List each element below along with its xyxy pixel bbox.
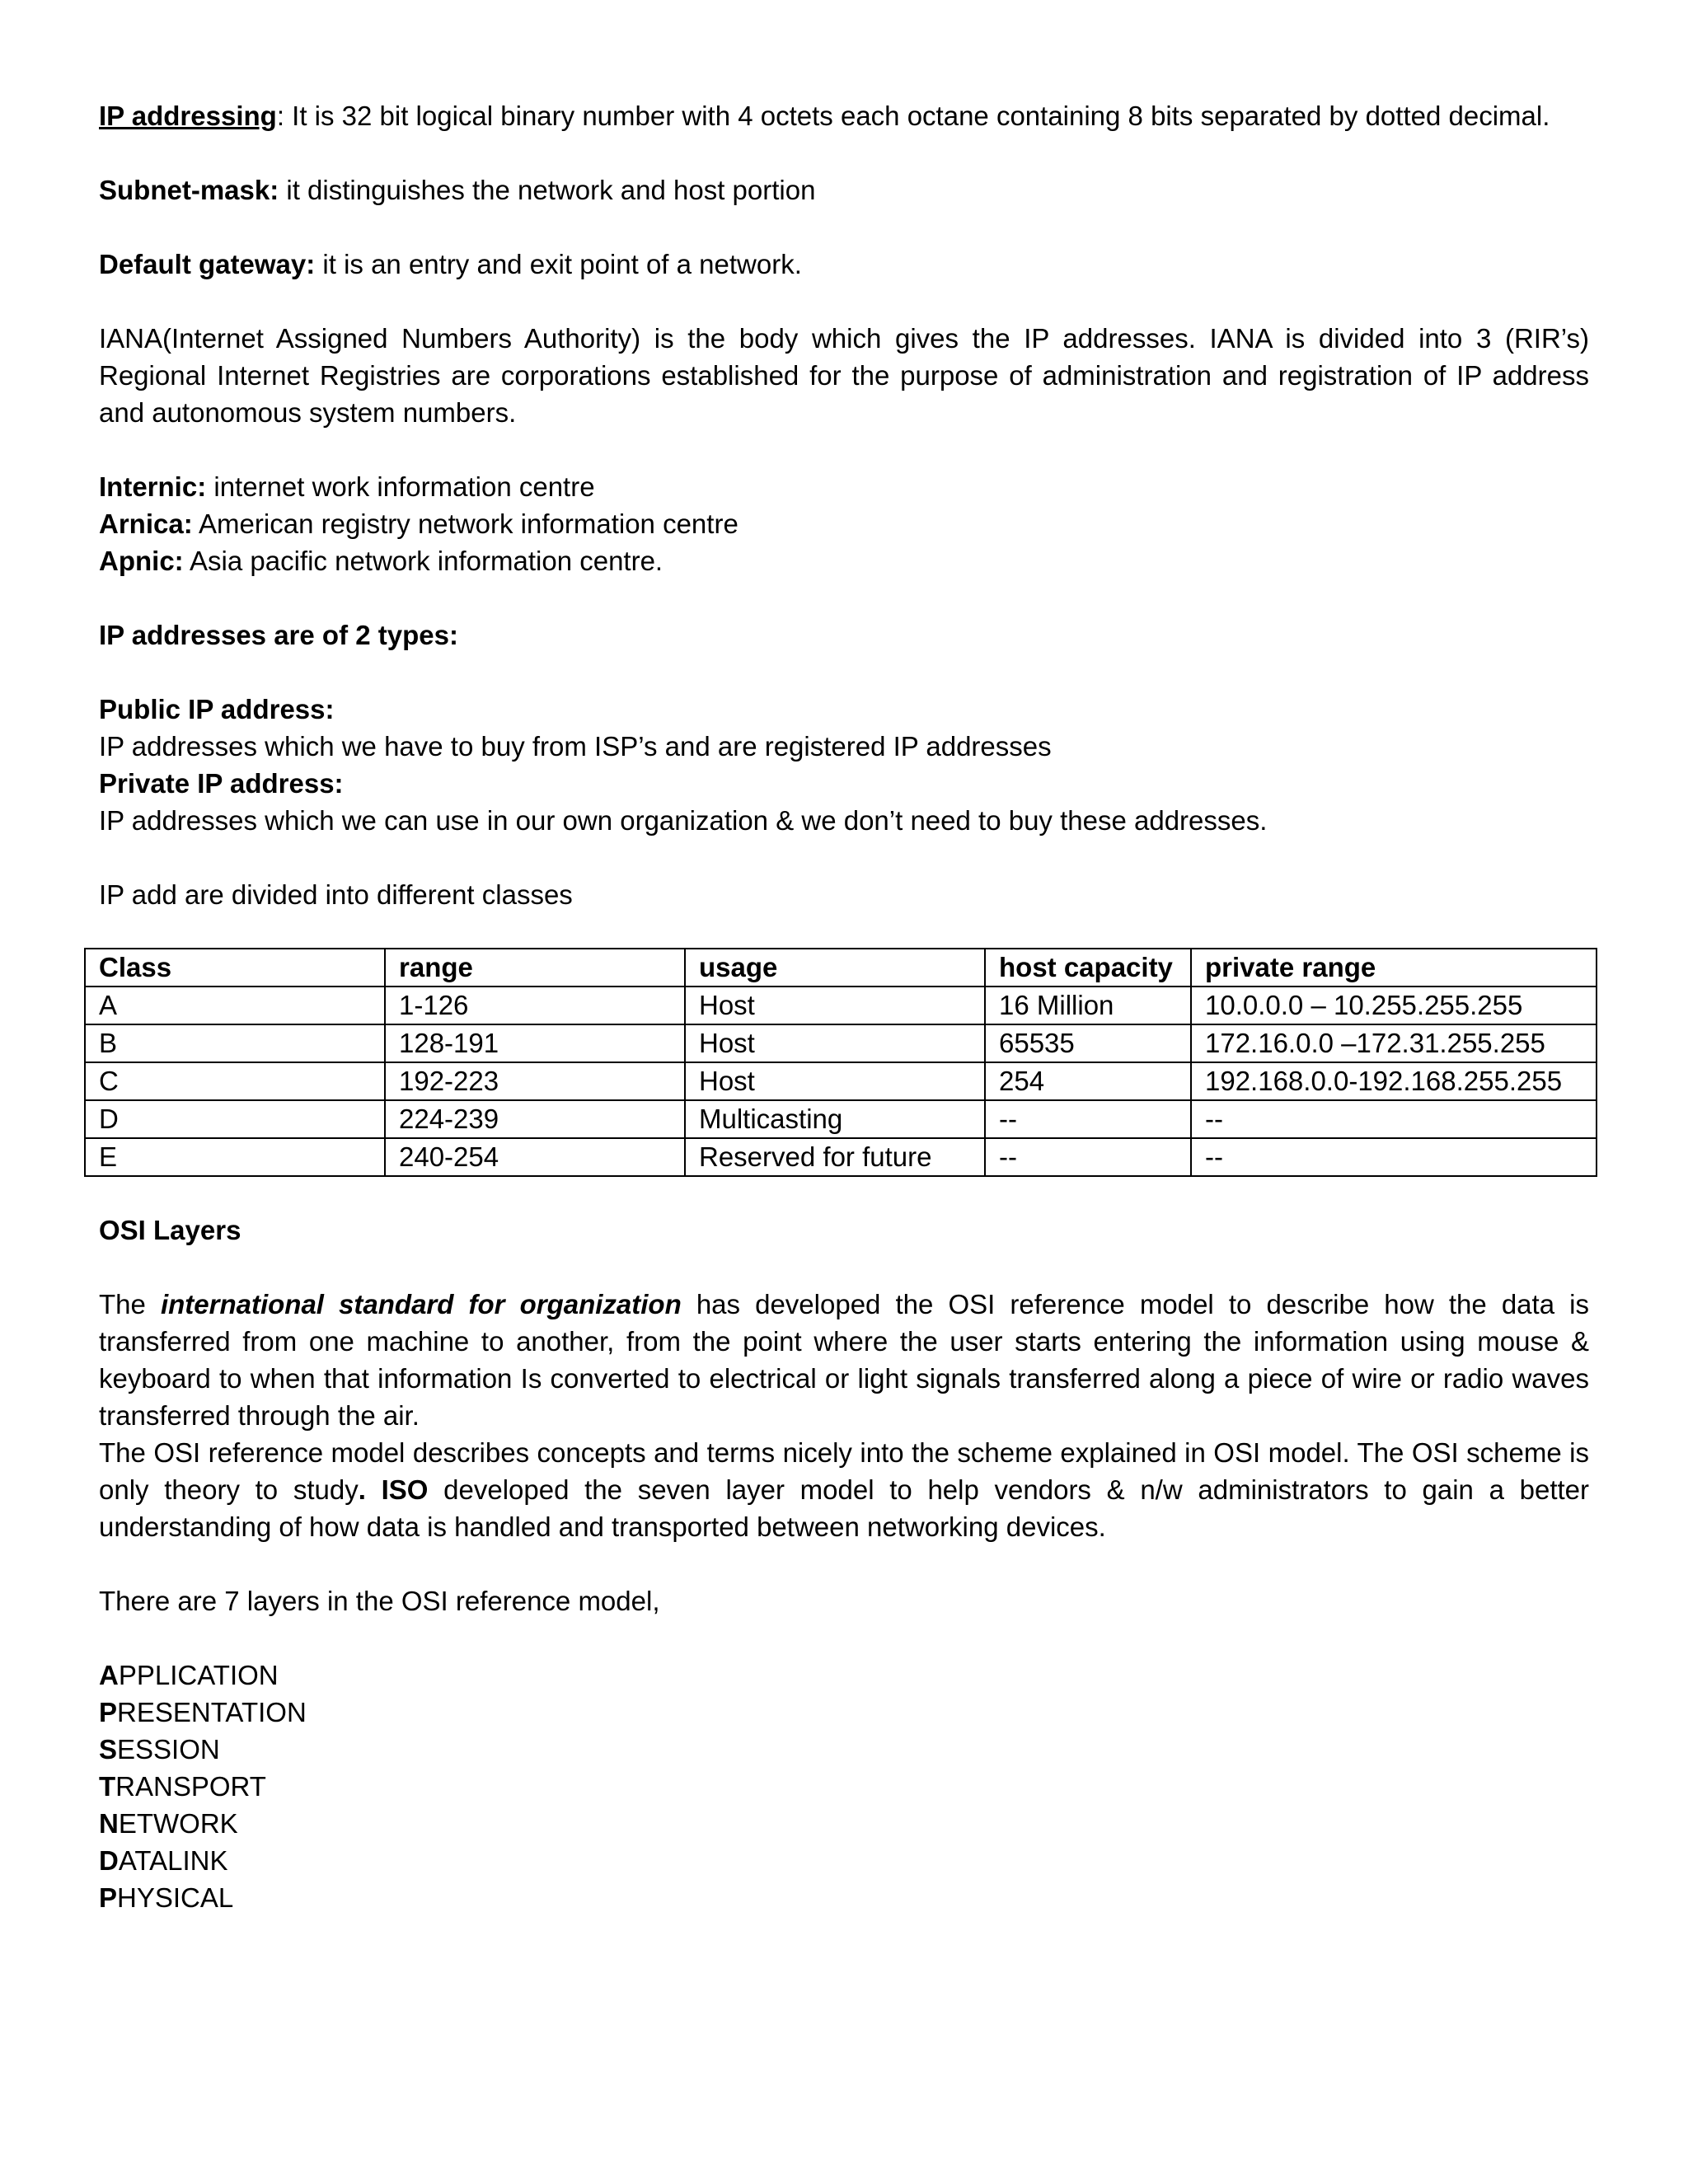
- column-header: range: [385, 949, 685, 987]
- osi-section: [99, 1212, 1589, 1916]
- registry-text: internet work information centre: [206, 471, 595, 502]
- osi-p1-post: has developed the OSI reference model to describe how the data is transferred from one machine to another, from the point where the user starts entering the information using mouse & keyboard to when that information Is converted to electrical or light signals transferred along a piece of wire or radio waves transferred through the air.: [99, 1289, 1589, 1431]
- registry-item-internic: [99, 468, 1589, 505]
- table-cell: C: [85, 1062, 385, 1100]
- public-ip-heading-text: Public IP address:: [99, 694, 335, 724]
- table-cell: 128-191: [385, 1024, 685, 1062]
- layer-rest: PPLICATION: [118, 1660, 279, 1690]
- ip-addressing-term: IP addressing: [99, 101, 277, 131]
- layer-initial: N: [99, 1808, 119, 1839]
- private-ip-text: IP addresses which we can use in our own organization & we don’t need to buy these addresses.: [99, 805, 1268, 836]
- public-ip-heading: [99, 691, 1589, 728]
- subnet-mask-paragraph: [99, 171, 1589, 209]
- layer-rest: HYSICAL: [117, 1882, 234, 1913]
- registry-item-arnica: [99, 505, 1589, 542]
- table-cell: Host: [685, 987, 985, 1024]
- ip-types-heading-text: IP addresses are of 2 types:: [99, 620, 458, 650]
- table-cell: B: [85, 1024, 385, 1062]
- column-header: private range: [1191, 949, 1597, 987]
- layer-initial: P: [99, 1882, 118, 1913]
- table-cell: --: [985, 1138, 1191, 1176]
- registry-text: Asia pacific network information centre.: [183, 546, 663, 576]
- table-cell: 192.168.0.0-192.168.255.255: [1191, 1062, 1597, 1100]
- registry-list: [99, 468, 1589, 579]
- layer-initial: T: [99, 1771, 116, 1802]
- column-header: Class: [85, 949, 385, 987]
- table-cell: 1-126: [385, 987, 685, 1024]
- layer-initial: D: [99, 1845, 119, 1876]
- table-cell: --: [1191, 1138, 1597, 1176]
- list-item: [99, 1657, 1589, 1694]
- public-ip-text: IP addresses which we have to buy from ISP’s and are registered IP addresses: [99, 731, 1052, 762]
- table-row: [85, 987, 1597, 1024]
- osi-p1-pre: The: [99, 1289, 161, 1319]
- layer-initial: P: [99, 1697, 118, 1727]
- osi-p1-emphasis: international standard for organization: [160, 1289, 682, 1319]
- osi-heading-text: OSI Layers: [99, 1215, 241, 1245]
- table-row: [85, 1062, 1597, 1100]
- layer-initial: A: [99, 1660, 119, 1690]
- ip-classes-table: [84, 948, 1597, 1177]
- table-cell: 16 Million: [985, 987, 1191, 1024]
- table-cell: Reserved for future: [685, 1138, 985, 1176]
- table-cell: --: [1191, 1100, 1597, 1138]
- osi-paragraph-2: [99, 1434, 1589, 1545]
- osi-layer-count: There are 7 layers in the OSI reference model,: [99, 1586, 660, 1616]
- list-item: [99, 1768, 1589, 1805]
- table-cell: Host: [685, 1024, 985, 1062]
- registry-term: Internic:: [99, 471, 207, 502]
- table-cell: Host: [685, 1062, 985, 1100]
- column-header: usage: [685, 949, 985, 987]
- table-row: [85, 1024, 1597, 1062]
- osi-paragraph-1: [99, 1286, 1589, 1434]
- osi-layer-list: [99, 1657, 1589, 1916]
- osi-heading: [99, 1212, 1589, 1249]
- layer-rest: RANSPORT: [115, 1771, 266, 1802]
- default-gateway-text: it is an entry and exit point of a network.: [315, 249, 802, 279]
- table-cell: 65535: [985, 1024, 1191, 1062]
- list-item: [99, 1842, 1589, 1879]
- layer-initial: S: [99, 1734, 118, 1765]
- private-ip-heading-text: Private IP address:: [99, 768, 344, 799]
- column-header: host capacity: [985, 949, 1191, 987]
- table-header-row: [85, 949, 1597, 987]
- iana-paragraph: IANA(Internet Assigned Numbers Authority) is the body which gives the IP addresses. IANA is divided into 3 (RIR’s) Regional Internet Registries are corporations established for the purpose of administration and registration of IP address and autonomous system numbers.: [99, 323, 1589, 428]
- subnet-mask-term: Subnet-mask:: [99, 175, 279, 205]
- classes-intro: IP add are divided into different classes: [99, 879, 573, 910]
- table-cell: 240-254: [385, 1138, 685, 1176]
- list-item: [99, 1694, 1589, 1731]
- list-item: [99, 1731, 1589, 1768]
- table-row: [85, 1138, 1597, 1176]
- subnet-mask-text: it distinguishes the network and host portion: [279, 175, 816, 205]
- osi-p2-post: developed the seven layer model to help vendors & n/w administrators to gain a better understanding of how data is handled and transported between networking devices.: [99, 1474, 1590, 1542]
- osi-p2-iso: . ISO: [358, 1474, 429, 1505]
- layer-rest: ATALINK: [118, 1845, 228, 1876]
- default-gateway-paragraph: [99, 246, 1589, 283]
- table-cell: D: [85, 1100, 385, 1138]
- table-cell: A: [85, 987, 385, 1024]
- ip-addressing-paragraph: [99, 97, 1589, 134]
- table-cell: 254: [985, 1062, 1191, 1100]
- table-cell: Multicasting: [685, 1100, 985, 1138]
- registry-text: American registry network information centre: [192, 509, 738, 539]
- osi-p2-pre: The OSI reference model describes concepts and terms nicely into the scheme explained in OSI model. The OSI scheme is only theory to study: [99, 1437, 1589, 1505]
- ip-addressing-text: : It is 32 bit logical binary number with 4 octets each octane containing 8 bits separated by dotted decimal.: [276, 101, 1550, 131]
- table-cell: 10.0.0.0 – 10.255.255.255: [1191, 987, 1597, 1024]
- default-gateway-term: Default gateway:: [99, 249, 316, 279]
- private-ip-heading: [99, 765, 1589, 802]
- layer-rest: ETWORK: [118, 1808, 238, 1839]
- layer-rest: RESENTATION: [117, 1697, 307, 1727]
- list-item: [99, 1805, 1589, 1842]
- table-cell: 172.16.0.0 –172.31.255.255: [1191, 1024, 1597, 1062]
- ip-types-heading: [99, 616, 1589, 654]
- intro-section: [99, 97, 1589, 913]
- registry-term: Apnic:: [99, 546, 184, 576]
- list-item: [99, 1879, 1589, 1916]
- registry-item-apnic: [99, 542, 1589, 579]
- registry-term: Arnica:: [99, 509, 193, 539]
- table-row: [85, 1100, 1597, 1138]
- table-cell: --: [985, 1100, 1191, 1138]
- table-cell: 192-223: [385, 1062, 685, 1100]
- layer-rest: ESSION: [117, 1734, 220, 1765]
- table-cell: 224-239: [385, 1100, 685, 1138]
- table-cell: E: [85, 1138, 385, 1176]
